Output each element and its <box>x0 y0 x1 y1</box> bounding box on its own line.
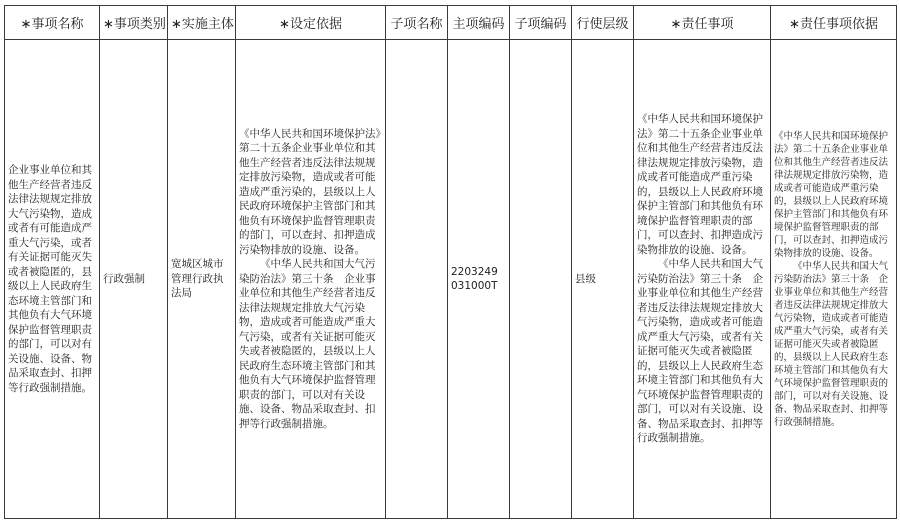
main-code-text: 2203249031000T <box>451 265 498 292</box>
header-basis: ∗设定依据 <box>236 6 386 40</box>
duty-basis-paragraph-1: 《中华人民共和国环境保护法》第二十五条企业事业单位和其他生产经营者违反法律法规规定排放污染物，造成或者可能造成严重污染的，县级以上人民政府环境保护主管部门和其他负有环境保护监督管理职责的部门，可以查封、扣押造成污染物排放的设施、设备。 <box>774 130 889 259</box>
header-level: 行使层级 <box>572 6 634 40</box>
cell-basis <box>236 40 386 519</box>
header-item-category: ∗事项类别 <box>100 6 168 40</box>
basis-paragraph-2: 《中华人民共和国大气污染防治法》第三十条 企业事业单位和其他生产经营者违反法律法规规定排放大气污染物，造成或者可能造成严重大气污染，或者有关证据可能灭失或者被隐匿的，县级以上人民政府生态环境主管部门和其他负有大气环境保护监督管理职责的部门，可以对有关设施、设备、物品采取查封、扣押等行政强制措施。 <box>239 258 376 430</box>
power-list-table <box>4 5 897 519</box>
duty-paragraph-2: 《中华人民共和国大气污染防治法》第三十条 企业事业单位和其他生产经营者违反法律法规规定排放大气污染物，造成或者可能造成严重大气污染，或者有关证据可能灭失或者被隐匿的，县级以上人民政府生态环境主管部门和其他负有大气环境保护监督管理职责的部门，可以对有关设施、设备、物品采取查封、扣押等行政强制措施。 <box>637 258 763 445</box>
header-duty-basis: ∗责任事项依据 <box>771 6 897 40</box>
cell-sub-item-name <box>386 40 448 519</box>
header-subject: ∗实施主体 <box>168 6 236 40</box>
header-row <box>5 6 897 40</box>
cell-duty-basis <box>771 40 897 519</box>
duty-basis-paragraph-2: 《中华人民共和国大气污染防治法》第三十条 企业事业单位和其他生产经营者违反法律法规规定排放大气污染物，造成或者可能造成严重大气污染，或者有关证据可能灭失或者被隐匿的，县级以上人民政府生态环境主管部门和其他负有大气环境保护监督管理职责的部门，可以对有关设施、设备、物品采取查封、扣押等行政强制措施。 <box>774 260 889 428</box>
table-row <box>5 40 897 519</box>
cell-level <box>572 40 634 519</box>
cell-item-category <box>100 40 168 519</box>
header-sub-code: 子项编码 <box>510 6 572 40</box>
cell-sub-code <box>510 40 572 519</box>
header-main-code: 主项编码 <box>448 6 510 40</box>
header-sub-item-name: 子项名称 <box>386 6 448 40</box>
header-item-name: ∗事项名称 <box>5 6 100 40</box>
header-duty: ∗责任事项 <box>634 6 771 40</box>
cell-duty <box>634 40 771 519</box>
cell-item-name <box>5 40 100 519</box>
basis-paragraph-1: 《中华人民共和国环境保护法》第二十五条企业事业单位和其他生产经营者违反法律法规规定排放污染物，造成或者可能造成严重污染的，县级以上人民政府环境保护主管部门和其他负有环境保护监督管理职责的部门，可以查封、扣押造成污染物排放的设施、设备。 <box>239 127 381 256</box>
cell-main-code <box>448 40 510 519</box>
item-name-text: 企业事业单位和其他生产经营者违反法律法规规定排放大气污染物，造成或者有可能造成严重大气污染，或者有关证据可能灭失或者被隐匿的，县级以上人民政府生态环境主管部门和其他负有大气环境保护监督管理职责的部门，可以对有关设施、设备、物品采取查封、扣押等行政强制措施。 <box>8 164 92 394</box>
duty-paragraph-1: 《中华人民共和国环境保护法》第二十五条企业事业单位和其他生产经营者违反法律法规规定排放污染物，造成或者可能造成严重污染的，县级以上人民政府环境保护主管部门和其他负有环境保护监督管理职责的部门，可以查封、扣押造成污染物排放的设施、设备。 <box>637 113 763 256</box>
item-category-text: 行政强制 <box>103 272 145 285</box>
subject-text: 宽城区城市管理行政执法局 <box>171 258 224 300</box>
cell-subject <box>168 40 236 519</box>
level-text: 县级 <box>575 272 596 285</box>
